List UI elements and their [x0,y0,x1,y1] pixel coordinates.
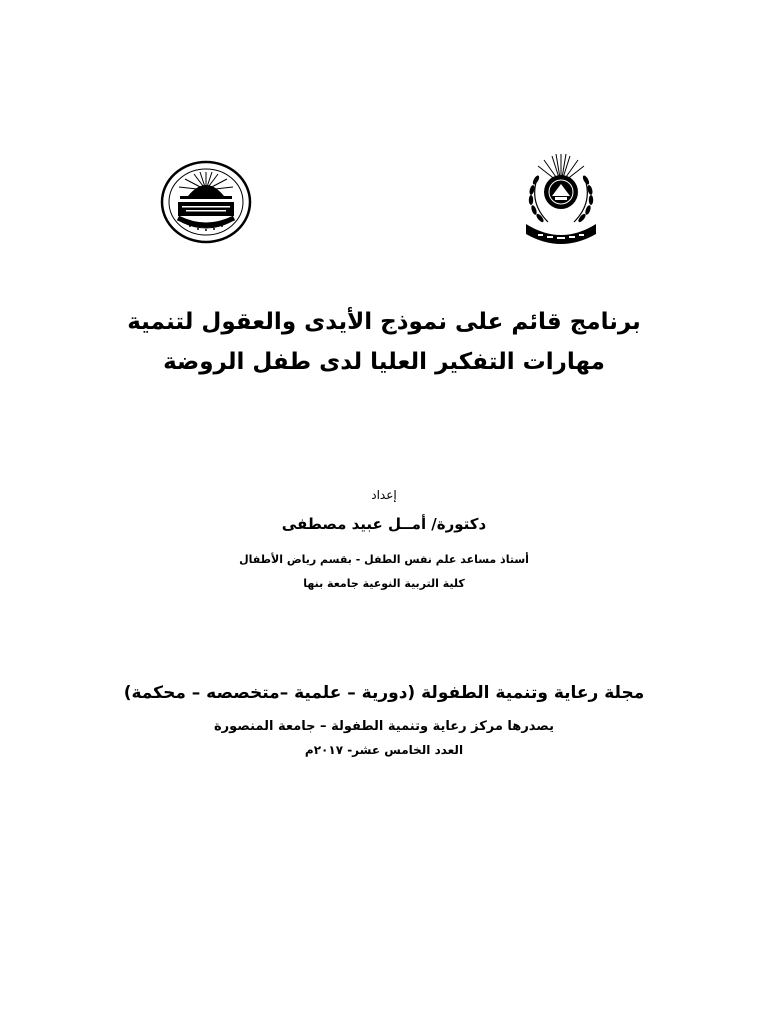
author-position: أستاذ مساعد علم نفس الطفل - بقسم رياض الأطفال [239,553,529,566]
author-faculty: كلية التربية النوعية جامعة بنها [303,577,465,590]
journal-issue: العدد الخامس عشر- ٢٠١٧م [304,743,464,757]
title-line-2: مهارات التفكير العليا لدى طفل الروضة [163,349,605,375]
journal-name: مجلة رعاية وتنمية الطفولة (دورية – علمية –متخصصه – محكمة) [123,683,645,703]
title-line-1: برنامج قائم على نموذج الأيدى والعقول لتنمية [127,309,641,335]
childhood-center-seal-icon [160,160,252,244]
journal-publisher: يصدرها مركز رعاية وتنمية الطفولة – جامعة المنصورة [214,719,554,734]
mansoura-university-emblem-icon [518,150,604,250]
author-name: دكتورة/ أمــل عبيد مصطفى [281,515,487,533]
prepared-by-label: إعداد [371,488,397,502]
